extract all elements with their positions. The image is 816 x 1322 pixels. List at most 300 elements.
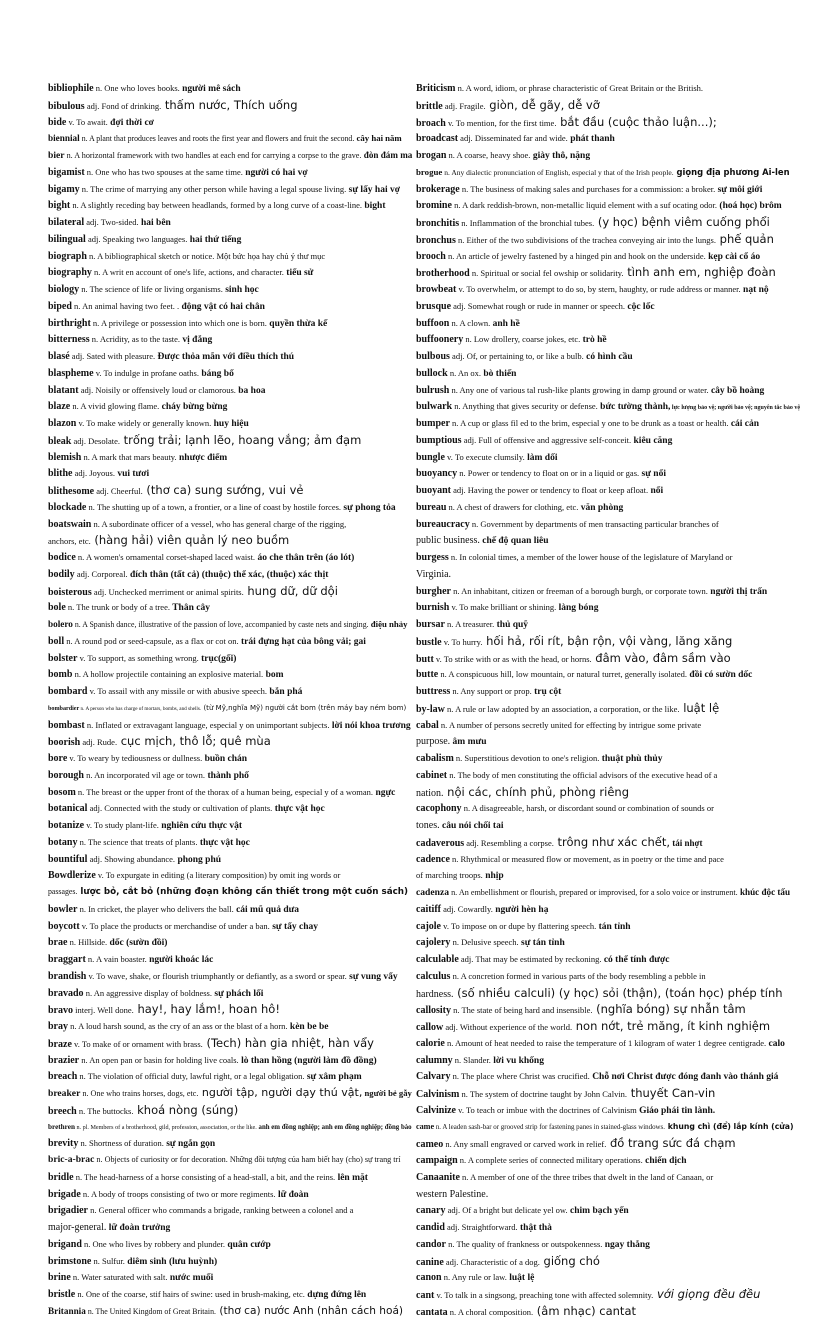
left-column	[48, 80, 412, 1320]
headword: biennial	[48, 133, 80, 144]
dictionary-entry	[416, 331, 804, 348]
part-of-speech: n.	[81, 1054, 88, 1065]
definition: A coarse, heavy shoe.	[456, 150, 531, 160]
dictionary-entry	[48, 1219, 412, 1236]
definition: Joyous.	[89, 468, 115, 479]
dictionary-entry	[416, 248, 804, 265]
part-of-speech: adj.	[447, 1222, 460, 1232]
dictionary-entry	[416, 1135, 804, 1152]
vietnamese-translation: Giáo phái tin lành.	[639, 1105, 716, 1116]
vietnamese-translation: lữ đoàn	[277, 1189, 309, 1200]
vietnamese-translation: động vật có hai chân	[181, 301, 265, 312]
definition: The shutting up of a town, a frontier, or a line of coast by hostile forces.	[96, 501, 342, 512]
part-of-speech: n.	[453, 1005, 460, 1016]
definition: Water saturated with salt.	[81, 1272, 168, 1283]
dictionary-entry	[416, 365, 804, 382]
dictionary-entry	[416, 1186, 804, 1203]
part-of-speech: n.	[91, 334, 99, 345]
part-of-speech: n.	[457, 234, 465, 245]
dictionary-entry	[416, 750, 804, 767]
part-of-speech: n.	[70, 1021, 77, 1031]
vietnamese-translation: có hình cầu	[586, 352, 633, 362]
vietnamese-translation: Thân cây	[172, 603, 210, 614]
headword: botany	[48, 836, 78, 848]
definition: Somewhat rough or rude in manner or speech.	[467, 300, 625, 311]
dictionary-entry	[416, 1102, 804, 1119]
dictionary-entry	[48, 901, 412, 918]
part-of-speech: v.	[451, 602, 458, 613]
part-of-speech: n.	[89, 250, 96, 261]
definition: To mention, for the first time.	[455, 117, 557, 128]
headword: bodice	[48, 552, 76, 563]
headword: boisterous	[48, 586, 92, 598]
definition: A chest of drawers for clothing, etc.	[456, 501, 579, 512]
definition: Noisily or offensively loud or clamorous.	[95, 384, 236, 395]
part-of-speech: v.	[458, 1104, 464, 1115]
part-of-speech: n.	[92, 317, 100, 328]
part-of-speech: v.	[447, 451, 453, 462]
part-of-speech: n.	[459, 468, 466, 479]
dictionary-entry	[416, 1303, 804, 1320]
vietnamese-translation: thuyết Can-vin	[630, 1086, 716, 1100]
headword: biology	[48, 284, 80, 295]
headword: burnish	[416, 602, 450, 614]
definition: Cheerful.	[110, 486, 143, 496]
definition: An inhabitant, citizen or freeman of a borough burgh, or corporate town.	[461, 585, 708, 596]
part-of-speech: n.	[452, 970, 459, 981]
headword: came	[416, 1121, 435, 1131]
dictionary-entry	[48, 951, 412, 968]
part-of-speech: n.	[461, 218, 468, 228]
dictionary-entry	[416, 482, 804, 499]
definition: A privilege or possession into which one is born.	[100, 317, 267, 328]
dictionary-entry	[416, 382, 804, 399]
definition: Two-sided.	[100, 217, 139, 227]
vietnamese-translation: giòn, dễ gãy, dễ vỡ	[489, 97, 600, 112]
part-of-speech: n.	[454, 401, 461, 412]
dictionary-entry	[416, 583, 804, 600]
dictionary-entry	[416, 1269, 804, 1286]
part-of-speech: n.	[449, 1306, 457, 1317]
vietnamese-translation: khúc độc tấu	[739, 887, 791, 897]
dictionary-entry	[416, 281, 804, 298]
part-of-speech: n.	[94, 267, 101, 278]
dictionary-entry	[48, 1269, 412, 1286]
dictionary-entry	[416, 181, 804, 198]
dictionary-entry	[416, 1068, 804, 1085]
dictionary-entry	[416, 733, 804, 750]
headword: cajolery	[416, 937, 451, 949]
headword: bristle	[48, 1289, 76, 1300]
definition: To make widely or generally known.	[86, 418, 212, 428]
part-of-speech: adj.	[453, 485, 466, 495]
dictionary-entry	[48, 834, 412, 851]
definition: A conspicuous hill, low mountain, or natural turret, generally isolated.	[448, 669, 688, 680]
headword: burgher	[416, 585, 451, 597]
definition: In colonial times, a member of the lower house of the legislature of Maryland or	[459, 552, 733, 562]
vietnamese-translation: nhược điểm	[179, 452, 228, 463]
definition: To weary by tediousness or dullness.	[77, 753, 203, 763]
vietnamese-translation: cái mũ quả dưa	[236, 904, 300, 915]
headword: Briticism	[416, 83, 456, 94]
headword: bullock	[416, 367, 448, 379]
headword: calculus	[416, 970, 451, 982]
vietnamese-translation: vui tươi	[117, 469, 150, 480]
definition: To teach or imbue with the doctrines of Calvinism	[465, 1104, 637, 1115]
headword: bide	[48, 116, 67, 128]
vietnamese-translation: sự ngắn gọn	[166, 1139, 216, 1150]
definition: Without experience of the world.	[459, 1022, 573, 1032]
dictionary-entry	[48, 1152, 412, 1169]
definition: Delusive speech.	[461, 937, 519, 948]
definition: hardness.	[416, 988, 454, 1000]
part-of-speech: n.	[449, 769, 456, 780]
part-of-speech: n.	[77, 552, 85, 562]
part-of-speech: v.	[436, 1290, 443, 1300]
definition: A writ en account of one's life, actions, and character.	[102, 267, 284, 278]
dictionary-entry	[416, 1286, 804, 1303]
headword: botanical	[48, 803, 88, 815]
part-of-speech: n.	[448, 150, 455, 160]
dictionary-entry	[416, 1001, 804, 1018]
definition: One who loves books.	[104, 83, 180, 93]
vietnamese-translation: Được thỏa mãn với điều thích thú	[157, 352, 295, 362]
dictionary-entry	[416, 566, 804, 583]
definition: Shortness of duration.	[89, 1138, 164, 1149]
headword: bigamy	[48, 183, 80, 195]
definition: A cup or glass fil ed to the brim, especial y one to be drunk as a toast or health.	[460, 418, 729, 428]
definition: Well done.	[97, 1005, 134, 1016]
dictionary-entry	[416, 951, 804, 968]
vietnamese-translation: (thơ ca) nước Anh (nhân cách hoá)	[219, 1304, 404, 1317]
part-of-speech: n.	[75, 1171, 83, 1182]
headword: bigamist	[48, 166, 85, 178]
definition: General officer who commands a brigade, ranking between a colonel and a	[98, 1205, 354, 1216]
definition: The state of being hard and insensible.	[461, 1005, 593, 1016]
part-of-speech: v.	[443, 636, 450, 647]
dictionary-entry	[48, 1018, 412, 1035]
vietnamese-translation: sự tán tỉnh	[521, 938, 565, 949]
part-of-speech: n.	[67, 602, 75, 613]
vietnamese-translation: đâm vào, đâm sầm vào	[595, 650, 731, 665]
headword: calorie	[416, 1037, 445, 1049]
definition: Fond of drinking.	[101, 100, 162, 111]
headword: Calvinism	[416, 1089, 460, 1100]
part-of-speech: adj.	[76, 568, 90, 579]
dictionary-entry	[48, 499, 412, 516]
definition: That may be estimated by reckoning.	[475, 954, 602, 964]
part-of-speech: n.	[454, 1054, 462, 1065]
vietnamese-translation: giống chó	[543, 1253, 600, 1268]
definition: A loud harsh sound, as the cry of an ass or the blast of a horn.	[78, 1021, 288, 1031]
definition: Having the power or tendency to float or keep afloat.	[467, 485, 649, 495]
headword: bilingual	[48, 233, 86, 245]
dictionary-entry	[48, 348, 412, 365]
part-of-speech: n.	[95, 83, 103, 93]
part-of-speech: n.	[452, 1071, 459, 1082]
definition: The science that treats of plants.	[87, 836, 198, 847]
vietnamese-translation: bắt đầu (cuộc thảo luận...);	[560, 114, 717, 129]
dictionary-entry	[48, 382, 412, 399]
part-of-speech: n.	[459, 1155, 467, 1165]
vietnamese-translation: thực vật học	[274, 804, 325, 815]
dictionary-entry	[416, 700, 804, 717]
headword: bravado	[48, 987, 84, 999]
dictionary-entry	[48, 97, 412, 114]
vietnamese-translation: lời vu khống	[493, 1055, 544, 1066]
headword: brigand	[48, 1238, 82, 1250]
part-of-speech: adj.	[452, 351, 465, 361]
vietnamese-translation: (thơ ca) sung sướng, vui vẻ	[146, 483, 304, 497]
dictionary-entry	[48, 1169, 412, 1186]
dictionary-entry	[48, 1286, 412, 1303]
dictionary-entry	[416, 934, 804, 951]
definition: A vain boaster.	[95, 954, 147, 964]
headword: braze	[48, 1038, 72, 1050]
dictionary-entry	[416, 449, 804, 466]
dictionary-entry	[48, 767, 412, 784]
definition: One of the coarse, stif hairs of swine: used in brush-making, etc.	[85, 1289, 305, 1299]
part-of-speech: adj.	[82, 737, 95, 748]
part-of-speech: adj.	[89, 803, 103, 814]
headword: broadcast	[416, 133, 459, 145]
dictionary-entry	[48, 1068, 412, 1085]
part-of-speech: n.	[80, 705, 85, 712]
definition: A concretion formed in various parts of the body resembling a pebble in	[460, 970, 706, 981]
definition: passages.	[48, 887, 78, 896]
part-of-speech: n.	[79, 1071, 86, 1082]
vietnamese-translation: buồn chán	[204, 754, 248, 764]
headword: boycott	[48, 920, 80, 932]
dictionary-entry	[48, 532, 412, 549]
headword: bolster	[48, 652, 78, 664]
dictionary-entry	[48, 867, 412, 884]
dictionary-entry	[416, 432, 804, 449]
dictionary-entry	[48, 666, 412, 683]
vietnamese-translation: kiêu căng	[633, 435, 673, 446]
part-of-speech: n.	[452, 418, 459, 428]
headword: brooch	[416, 250, 446, 262]
dictionary-entry	[416, 616, 804, 633]
vietnamese-translation: tán tỉnh	[598, 921, 631, 932]
dictionary-entry	[48, 1085, 412, 1102]
headword: bumptious	[416, 434, 462, 446]
vietnamese-translation: nghiên cứu thực vật	[161, 821, 243, 831]
vietnamese-translation: người tập, người dạy thú vật,	[201, 1086, 363, 1099]
definition: Sulfur.	[101, 1255, 125, 1266]
part-of-speech: n. pl.	[76, 1124, 89, 1131]
headword: brittle	[416, 100, 443, 112]
part-of-speech: n.	[447, 703, 454, 714]
dictionary-entry	[48, 1001, 412, 1018]
headword: bodily	[48, 568, 75, 580]
headword: bursar	[416, 619, 445, 630]
dictionary-entry	[416, 130, 804, 147]
dictionary-entry	[48, 599, 412, 616]
dictionary-entry	[416, 114, 804, 131]
dictionary-entry	[416, 901, 804, 918]
headword: bosom	[48, 786, 76, 798]
headword: blemish	[48, 451, 82, 463]
headword: Calvary	[416, 1071, 451, 1083]
part-of-speech: n.	[78, 1105, 86, 1116]
vietnamese-translation: thành phố	[207, 770, 249, 781]
vietnamese-translation: làm dối	[527, 452, 558, 463]
definition: Desolate.	[88, 435, 120, 446]
headword: brethren	[48, 1122, 75, 1131]
vietnamese-translation: hối hả, rối rít, bận rộn, vội vàng, lăng xăng	[486, 633, 733, 648]
dictionary-entry	[416, 650, 804, 667]
vietnamese-translation: (hàng hải) viên quản lý neo buồm	[94, 533, 290, 548]
part-of-speech: v.	[95, 367, 102, 378]
dictionary-entry	[48, 733, 412, 750]
part-of-speech: n.	[449, 367, 457, 378]
vietnamese-translation: bight	[364, 201, 386, 212]
part-of-speech: adj.	[445, 1256, 459, 1267]
part-of-speech: v.	[78, 418, 85, 428]
part-of-speech: n.	[451, 888, 458, 897]
dictionary-entry	[416, 264, 804, 281]
definition: An article of jewelry fastened by a hinged pin and hook on the underside.	[455, 250, 706, 261]
part-of-speech: n.	[66, 635, 73, 646]
definition: Fragile.	[459, 100, 486, 111]
dictionary-entry	[416, 1202, 804, 1219]
part-of-speech: n.	[450, 552, 458, 562]
part-of-speech: n.	[72, 1272, 80, 1283]
part-of-speech: v.	[68, 116, 75, 127]
definition: To place the products or merchandise of under a ban.	[89, 920, 270, 931]
vietnamese-translation: thấm nước, Thích uống	[164, 97, 298, 112]
headword: butte	[416, 669, 439, 681]
definition: Members of a brotherhood, gild, profession, association, or the like.	[90, 1124, 257, 1131]
part-of-speech: v.	[97, 870, 104, 881]
definition: To indulge in profane oaths.	[103, 367, 199, 378]
headword: blockade	[48, 501, 87, 513]
part-of-speech: n.	[86, 769, 93, 780]
definition: A choral composition.	[457, 1306, 534, 1317]
headword: bomb	[48, 669, 73, 681]
part-of-speech: n.	[440, 719, 448, 730]
definition: A disagreeable, harsh, or discordant sound or combination of sounds or	[471, 803, 714, 814]
headword: cabalism	[416, 753, 454, 764]
definition: A hollow projectile containing an explosive material.	[82, 669, 264, 680]
extra-translation: tái nhợt	[672, 837, 703, 848]
headword: browbeat	[416, 284, 457, 295]
dictionary-entry	[48, 365, 412, 382]
vietnamese-translation: non nớt, trẻ măng, ít kinh nghiệm	[575, 1019, 771, 1033]
definition: To await.	[76, 116, 108, 127]
vietnamese-translation: sự môi giới	[717, 184, 763, 195]
headword: Canaanite	[416, 1171, 460, 1183]
dictionary-entry	[48, 331, 412, 348]
definition: Rhythmical or measured flow or movement, as in poetry or the time and pace	[460, 853, 724, 864]
vietnamese-translation: sự tẩy chay	[272, 921, 318, 932]
vietnamese-translation: ngay thẳng	[604, 1239, 650, 1250]
headword: burgess	[416, 552, 449, 563]
definition: Superstitious devotion to one's religion.	[464, 753, 600, 763]
dictionary-entry	[416, 1035, 804, 1052]
dictionary-entry	[48, 1052, 412, 1069]
dictionary-entry	[48, 465, 412, 482]
dictionary-entry	[416, 315, 804, 332]
headword: bore	[48, 753, 68, 764]
dictionary-entry	[48, 583, 412, 600]
dictionary-entry	[416, 767, 804, 784]
vietnamese-translation: bò thiến	[483, 368, 517, 379]
part-of-speech: n.	[454, 200, 461, 211]
dictionary-entry	[416, 549, 804, 566]
part-of-speech: n.	[82, 1188, 90, 1199]
vietnamese-translation: lữ đoàn trưởng	[108, 1223, 171, 1233]
vietnamese-translation: với giọng đều đều	[656, 1287, 761, 1301]
vietnamese-translation: Chỗ nơi Christ được đóng đanh vào thánh giá	[592, 1072, 779, 1083]
headword: botanize	[48, 820, 85, 831]
headword: cadaverous	[416, 837, 465, 849]
headword: bole	[48, 602, 66, 614]
part-of-speech: n.	[448, 501, 455, 512]
vietnamese-translation: câu nói chối tai	[441, 821, 504, 831]
part-of-speech: n.	[461, 183, 469, 194]
vietnamese-translation: sự xâm phạm	[306, 1072, 362, 1083]
definition: To hurry.	[451, 636, 483, 647]
part-of-speech: adj.	[73, 435, 86, 446]
vietnamese-translation: cộc lốc	[627, 301, 655, 312]
definition: To assail with any missile or with abusive speech.	[97, 686, 268, 696]
definition: Inflated or extravagant language, especial y on unimportant subjects.	[95, 719, 330, 730]
part-of-speech: v.	[435, 653, 442, 664]
dictionary-entry	[416, 348, 804, 365]
part-of-speech: adj.	[443, 903, 456, 914]
definition: A subordinate officer of a vessel, who has general charge of the rigging,	[101, 518, 347, 529]
part-of-speech: adj.	[447, 1205, 461, 1216]
headword: bray	[48, 1021, 68, 1032]
part-of-speech: n.	[72, 401, 79, 412]
definition: The place where Christ was crucified.	[460, 1071, 590, 1082]
vietnamese-translation: bắn phá	[269, 687, 303, 697]
vietnamese-translation: khoá nòng (súng)	[137, 1102, 239, 1117]
part-of-speech: n.	[74, 620, 81, 629]
headword: bustle	[416, 636, 442, 648]
part-of-speech: v.	[458, 284, 465, 294]
dictionary-entry	[416, 1152, 804, 1169]
definition: Disseminated far and wide.	[474, 133, 568, 144]
part-of-speech: n.	[447, 250, 455, 261]
dictionary-entry	[416, 164, 804, 181]
dictionary-entry	[48, 1186, 412, 1203]
headword: blasé	[48, 351, 70, 362]
definition: The United Kingdom of Great Britain.	[95, 1306, 216, 1316]
definition: To wave, shake, or flourish triumphantly or defiantly, as a sword or spear.	[96, 970, 347, 981]
part-of-speech: n.	[452, 853, 459, 864]
definition: To study plant-life.	[94, 820, 159, 830]
vietnamese-translation: giọng địa phương Ai-len	[676, 166, 790, 177]
part-of-speech: n.	[447, 619, 454, 629]
definition: nation.	[416, 787, 444, 799]
headword: blaspheme	[48, 367, 94, 379]
definition: A leaden sash-bar or grooved strip for fastening panes in stained-glass windows.	[442, 1123, 665, 1131]
headword: breech	[48, 1105, 77, 1117]
vietnamese-translation: sinh học	[225, 285, 259, 295]
dictionary-entry	[416, 97, 804, 114]
definition: An ox.	[457, 367, 481, 378]
dictionary-entry	[48, 650, 412, 667]
dictionary-entry	[48, 432, 412, 449]
vietnamese-translation: bức tường thành,	[600, 402, 671, 413]
part-of-speech: adj.	[89, 853, 103, 864]
dictionary-entry	[416, 147, 804, 164]
dictionary-entry	[48, 851, 412, 868]
vietnamese-translation: cháy bừng bừng	[161, 402, 228, 413]
